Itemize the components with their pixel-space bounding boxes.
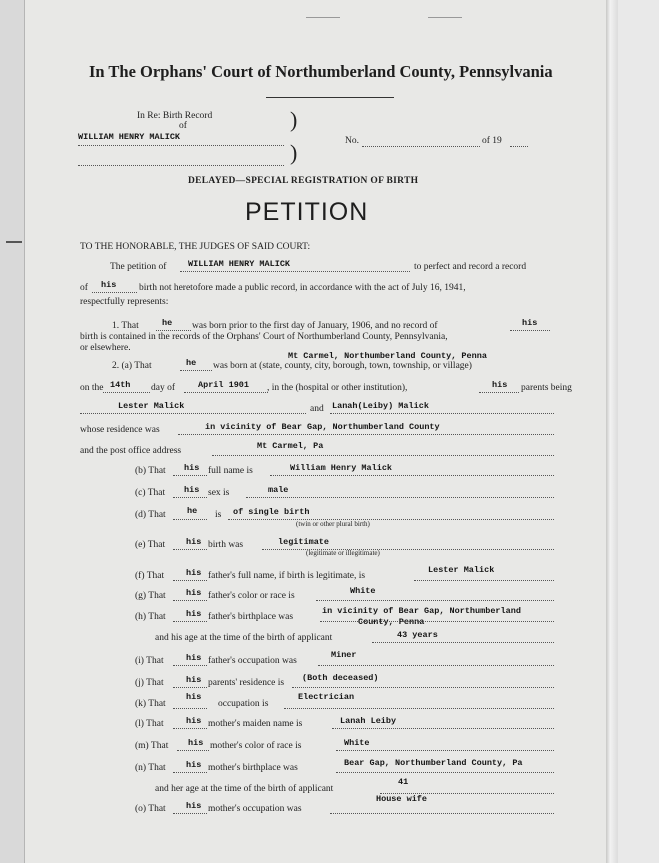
item-d-note: (twin or other plural birth)	[296, 520, 370, 528]
item-k-pronoun: his	[186, 692, 202, 702]
item-m-label: (m) That	[135, 741, 169, 751]
item-g-label: (g) That	[135, 591, 166, 601]
item-g-pronoun: his	[186, 588, 202, 598]
item-c-label: (c) That	[135, 488, 166, 498]
item-j-pronoun: his	[186, 675, 202, 685]
item-m-pronoun-line	[177, 750, 209, 751]
item-i-value: Miner	[331, 650, 357, 660]
residence-label: whose residence was	[80, 425, 160, 435]
born-at-text: was born at (state, county, city, borough, town, township, or village)	[213, 361, 472, 371]
item-c-value: male	[268, 485, 289, 495]
item-o-pronoun-line	[173, 813, 207, 814]
father-name: Lester Malick	[118, 401, 185, 411]
item-m-line	[336, 750, 554, 751]
item-l-pronoun-line	[173, 728, 207, 729]
and-label: and	[310, 404, 324, 414]
petitioner-line	[180, 271, 410, 272]
item-b-text: full name is	[208, 466, 253, 476]
item-j-label: (j) That	[135, 678, 164, 688]
staple-mark	[306, 17, 340, 18]
item-o-line	[330, 813, 554, 814]
para1-prefix: 1. That	[112, 321, 139, 331]
item-d-value: of single birth	[233, 507, 310, 517]
item-f-line	[414, 580, 554, 581]
salutation: TO THE HONORABLE, THE JUDGES OF SAID COURT:	[80, 242, 311, 252]
scan-margin	[618, 0, 659, 863]
item-c-line	[246, 497, 554, 498]
item-b-value: William Henry Malick	[290, 463, 393, 473]
po-line	[212, 455, 554, 456]
no-label: No.	[345, 136, 359, 146]
item-d-line	[228, 519, 554, 520]
item-e-note: (legitimate or illegitimate)	[306, 549, 380, 557]
of-label-2: of	[80, 283, 88, 293]
item-i-pronoun-line	[173, 665, 207, 666]
item-h-age-line	[372, 642, 554, 643]
para1-line3: or elsewhere.	[80, 343, 131, 353]
item-n-value: Bear Gap, Northumberland County, Pa	[344, 758, 523, 768]
item-h-pronoun: his	[186, 609, 202, 619]
bracket-bottom: )	[290, 140, 298, 165]
father-line	[80, 413, 306, 414]
mother-name: Lanah(Leiby) Malick	[332, 401, 429, 411]
para1-line2: birth is contained in the records of the Orphans' Court of Northumberland County, Pennsylvania,	[80, 332, 448, 342]
item-h-label: (h) That	[135, 612, 166, 622]
item-d-pronoun: he	[187, 506, 198, 516]
to-perfect-text: to perfect and record a record	[414, 262, 527, 272]
pronoun-line	[92, 292, 137, 293]
item-j-value: (Both deceased)	[302, 673, 379, 683]
item-n-pronoun: his	[186, 760, 202, 770]
para2-he: he	[186, 358, 197, 368]
item-f-text: father's full name, if birth is legitimate, is	[208, 571, 366, 581]
item-l-pronoun: his	[186, 716, 202, 726]
residence-line	[178, 434, 554, 435]
item-i-text: father's occupation was	[208, 656, 297, 666]
item-h-age: 43 years	[397, 630, 438, 640]
item-l-value: Lanah Leiby	[340, 716, 397, 726]
item-g-value: White	[350, 586, 376, 596]
birth-text: birth not heretofore made a public record, in accordance with the act of July 16, 1941,	[139, 283, 466, 293]
item-b-pronoun: his	[184, 463, 200, 473]
item-o-text: mother's occupation was	[208, 804, 302, 814]
subject-name: WILLIAM HENRY MALICK	[78, 132, 181, 142]
item-k-value: Electrician	[298, 692, 355, 702]
institution-text: , in the (hospital or other institution),	[267, 383, 408, 393]
petitioner-name: WILLIAM HENRY MALICK	[188, 259, 291, 269]
pronoun: his	[101, 280, 117, 290]
title-rule	[266, 97, 394, 98]
item-e-label: (e) That	[135, 540, 166, 550]
item-e-pronoun-line	[173, 549, 207, 550]
para1-his-line	[510, 330, 550, 331]
para1-he: he	[162, 318, 173, 328]
respectfully-text: respectfully represents:	[80, 297, 169, 307]
item-o-label: (o) That	[135, 804, 166, 814]
item-e-value: legitimate	[278, 537, 330, 547]
item-b-label: (b) That	[135, 466, 166, 476]
po-label: and the post office address	[80, 446, 182, 456]
item-g-pronoun-line	[173, 600, 207, 601]
po-address: Mt Carmel, Pa	[257, 441, 324, 451]
item-e-pronoun: his	[186, 537, 202, 547]
birth-day: 14th	[110, 380, 131, 390]
no-line	[362, 146, 480, 147]
item-h-value: in vicinity of Bear Gap, Northumberland	[322, 606, 521, 616]
page-edge	[606, 0, 618, 863]
residence-value: in vicinity of Bear Gap, Northumberland County	[205, 422, 440, 432]
of19-label: of 19	[482, 136, 502, 146]
item-n-label: (n) That	[135, 763, 166, 773]
item-n-age: 41	[398, 777, 409, 787]
item-h-pronoun-line	[173, 621, 207, 622]
para2-his: his	[492, 380, 508, 390]
on-the-label: on the	[80, 383, 104, 393]
item-d-pronoun-line	[173, 519, 207, 520]
in-re-label: In Re: Birth Record	[137, 111, 213, 121]
item-h-age-label: and his age at the time of the birth of applicant	[155, 633, 333, 643]
item-m-value: White	[344, 738, 370, 748]
place-of-birth: Mt Carmel, Northumberland County, Penna	[288, 351, 487, 361]
petition-of-label: The petition of	[110, 262, 167, 272]
parents-being-label: parents being	[521, 383, 572, 393]
item-h-value-2: County, Penna	[358, 617, 425, 627]
item-c-pronoun: his	[184, 485, 200, 495]
margin-mark	[6, 241, 22, 243]
item-o-value: House wife	[376, 794, 428, 804]
item-l-label: (l) That	[135, 719, 164, 729]
item-l-line	[332, 728, 554, 729]
item-k-pronoun-line	[173, 708, 207, 709]
item-f-pronoun-line	[173, 580, 207, 581]
day-line	[103, 392, 150, 393]
item-g-text: father's color or race is	[208, 591, 295, 601]
item-g-line	[316, 600, 554, 601]
item-d-text: is	[215, 510, 222, 520]
item-n-text: mother's birthplace was	[208, 763, 298, 773]
item-b-pronoun-line	[173, 475, 207, 476]
bracket-top: )	[290, 107, 298, 132]
of-label: of	[179, 121, 187, 131]
item-d-label: (d) That	[135, 510, 166, 520]
item-m-pronoun: his	[188, 738, 204, 748]
item-j-text: parents' residence is	[208, 678, 285, 688]
item-n-line	[336, 772, 554, 773]
staple-mark	[428, 17, 462, 18]
item-n-age-label: and her age at the time of the birth of applicant	[155, 784, 334, 794]
item-m-text: mother's color of race is	[210, 741, 302, 751]
item-i-line	[318, 665, 554, 666]
item-f-value: Lester Malick	[428, 565, 495, 575]
item-h-line	[320, 621, 554, 622]
item-e-text: birth was	[208, 540, 244, 550]
item-f-pronoun: his	[186, 568, 202, 578]
item-o-pronoun: his	[186, 801, 202, 811]
para2-he-line	[180, 370, 212, 371]
subject-line	[78, 145, 284, 146]
item-n-pronoun-line	[173, 772, 207, 773]
court-title: In The Orphans' Court of Northumberland County, Pennsylvania	[89, 62, 553, 81]
day-of-label: day of	[151, 383, 176, 393]
para1-his: his	[522, 318, 538, 328]
item-j-pronoun-line	[173, 687, 207, 688]
subtitle: DELAYED—SPECIAL REGISTRATION OF BIRTH	[188, 176, 419, 186]
item-c-pronoun-line	[173, 497, 207, 498]
item-k-line	[284, 708, 554, 709]
item-f-label: (f) That	[135, 571, 165, 581]
item-h-text: father's birthplace was	[208, 612, 294, 622]
item-b-line	[270, 475, 554, 476]
para1-he-line	[156, 330, 191, 331]
item-k-label: (k) That	[135, 699, 166, 709]
item-i-label: (i) That	[135, 656, 164, 666]
mother-line	[330, 413, 554, 414]
item-l-text: mother's maiden name is	[208, 719, 303, 729]
item-k-text: occupation is	[218, 699, 269, 709]
para1-text: was born prior to the first day of January, 1906, and no record of	[192, 321, 438, 331]
item-c-text: sex is	[208, 488, 230, 498]
para2-prefix: 2. (a) That	[112, 361, 152, 371]
birth-month-year: April 1901	[198, 380, 250, 390]
month-line	[184, 392, 268, 393]
petition-heading: PETITION	[245, 198, 369, 226]
year-line	[510, 146, 528, 147]
item-j-line	[292, 687, 554, 688]
subject-line-2	[78, 165, 284, 166]
item-i-pronoun: his	[186, 653, 202, 663]
para2-his-line	[479, 392, 519, 393]
